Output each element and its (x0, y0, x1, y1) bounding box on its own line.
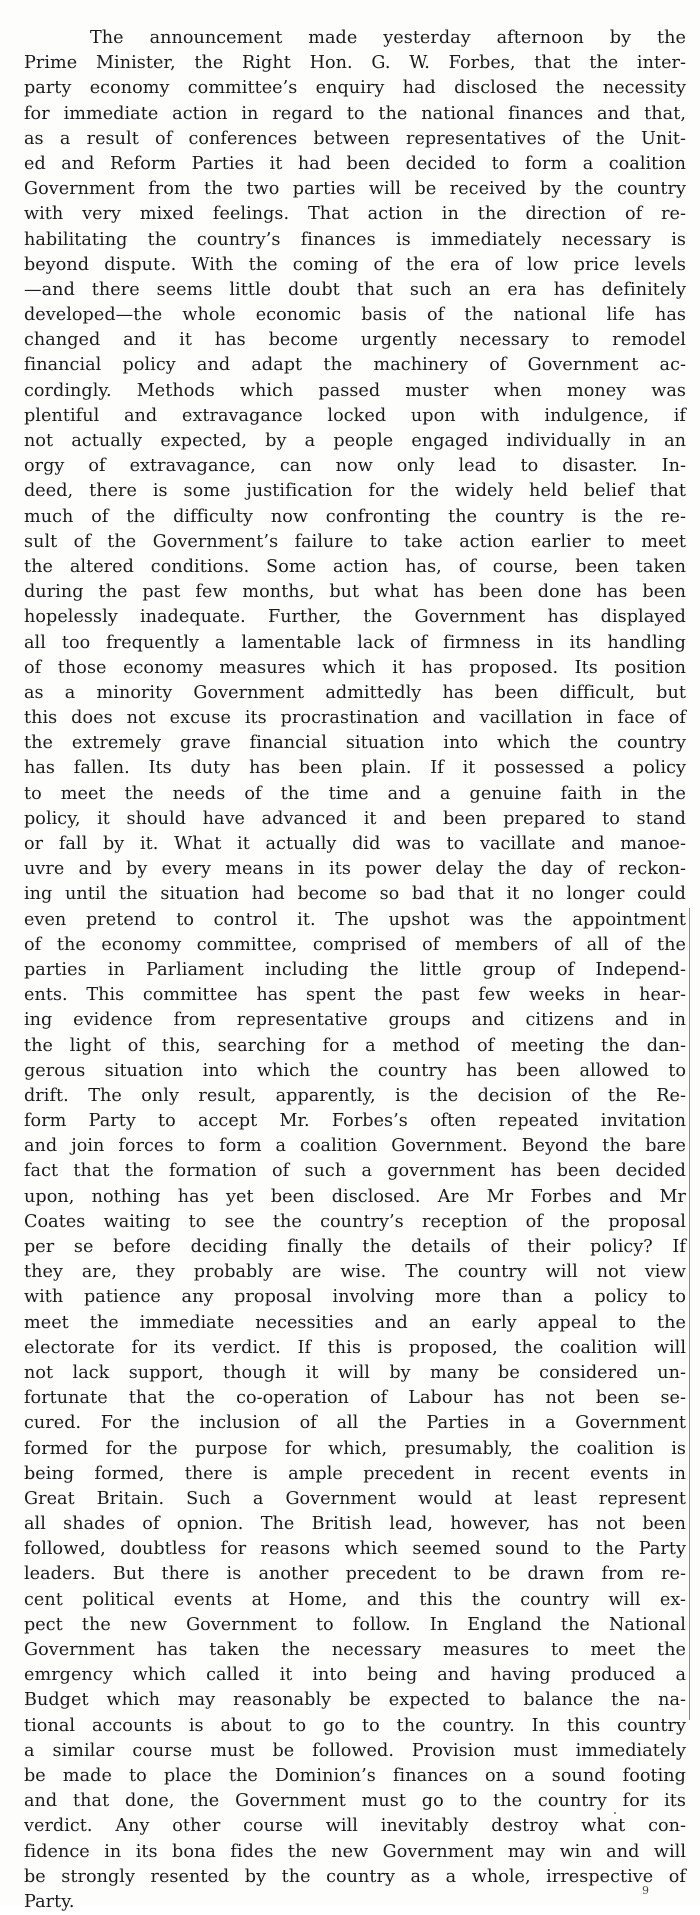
article-line: Government has taken the necessary measures to meet the (24, 1640, 686, 1660)
article-line: or fall by it. What it actually did was to vacillate and manoe- (24, 834, 686, 854)
article-line: leaders. But there is another precedent to be drawn from re- (24, 1564, 686, 1585)
article-line: all shades of opnion. The British lead, however, has not been (24, 1514, 686, 1535)
article-line: to meet the needs of the time and a genuine faith in the (24, 783, 686, 804)
article-line: Government from the two parties will be received by the country (24, 179, 686, 200)
article-line: beyond dispute. With the coming of the era of low price levels (24, 254, 686, 275)
article-line: for immediate action in regard to the national finances and that, (24, 103, 686, 124)
article-line: developed—the whole economic basis of the national life has (24, 305, 686, 326)
article-line: formed for the purpose for which, presumably, the coalition is (24, 1438, 686, 1459)
article-line: the light of this, searching for a method of meeting the dan- (24, 1035, 686, 1056)
article-line: changed and it has become urgently necessary to remodel (24, 330, 686, 351)
article-line: and that done, the Government must go to the country for its (24, 1791, 686, 1812)
page-folio: 9 (642, 1884, 649, 1897)
article-line: cent political events at Home, and this the country will ex- (24, 1589, 686, 1610)
article-line: with very mixed feelings. That action in the direction of re- (24, 204, 686, 225)
article-line: cordingly. Methods which passed muster when money was (24, 380, 686, 401)
article-line: party economy committee’s enquiry had disclosed the necessity (24, 78, 686, 99)
article-line: tional accounts is about to go to the country. In this country (24, 1715, 686, 1736)
article-line: fortunate that the co-operation of Labour has not been se- (24, 1388, 686, 1409)
article-line: —and there seems little doubt that such an era has definitely (24, 279, 686, 300)
article-line: emrgency which called it into being and having produced a (24, 1665, 686, 1686)
article-line: plentiful and extravagance locked upon with indulgence, if (24, 405, 686, 426)
article-line: ed and Reform Parties it had been decided to form a coalition (24, 153, 686, 174)
article-line: of those economy measures which it has proposed. Its position (24, 657, 686, 678)
article-line: per se before deciding finally the details of their policy? If (24, 1237, 686, 1257)
column-rule (689, 908, 690, 1720)
article-line: being formed, there is ample precedent in recent events in (24, 1463, 686, 1484)
article-line: this does not excuse its procrastination and vacillation in face of (24, 708, 686, 729)
article-line: parties in Parliament including the little group of Independ- (24, 959, 686, 980)
article-line: policy, it should have advanced it and been prepared to stand (24, 808, 686, 829)
article-line: with patience any proposal involving more than a policy to (24, 1287, 686, 1308)
article-line: be made to place the Dominion’s finances on a sound footing (24, 1765, 686, 1786)
article-line: fact that the formation of such a government has been decided (24, 1161, 686, 1182)
article-line: financial policy and adapt the machinery of Government ac- (24, 355, 686, 376)
article-line: upon, nothing has yet been disclosed. Are Mr Forbes and Mr (24, 1186, 686, 1207)
article-line: of the economy committee, comprised of members of all of the (24, 934, 686, 955)
article-line: gerous situation into which the country has been allowed to (24, 1060, 686, 1081)
editorial-column (24, 26, 686, 1915)
article-line: Great Britain. Such a Government would at least represent (24, 1488, 686, 1509)
article-line: Coates waiting to see the country’s reception of the proposal (24, 1211, 686, 1232)
article-line: uvre and by every means in its power delay the day of reckon- (24, 859, 686, 880)
print-speck (614, 1812, 616, 1814)
article-line: has fallen. Its duty has been plain. If it possessed a policy (24, 758, 686, 779)
article-line: verdict. Any other course will inevitably destroy what con- (24, 1816, 686, 1837)
article-line: be strongly resented by the country as a whole, irrespective of (24, 1866, 686, 1887)
article-line: much of the difficulty now confronting the country is the re- (24, 506, 686, 527)
article-line: not lack support, though it will by many be considered un- (24, 1362, 686, 1383)
article-line: orgy of extravagance, can now only lead to disaster. In- (24, 456, 686, 477)
article-line: electorate for its verdict. If this is proposed, the coalition will (24, 1337, 686, 1358)
article-line: deed, there is some justification for the widely held belief that (24, 481, 686, 502)
article-line: ents. This committee has spent the past few weeks in hear- (24, 985, 686, 1006)
article-line: as a result of conferences between representatives of the Unit- (24, 128, 686, 149)
article-line: as a minority Government admittedly has been difficult, but (24, 682, 686, 703)
article-line: sult of the Government’s failure to take action earlier to meet (24, 531, 686, 552)
article-line: fidence in its bona fides the new Government may win and will (24, 1841, 686, 1862)
article-line: habilitating the country’s finances is immediately necessary is (24, 229, 686, 250)
article-line: Budget which may reasonably be expected to balance the na- (24, 1690, 686, 1711)
article-line: The announcement made yesterday afternoon by the (90, 28, 686, 48)
article-line: even pretend to control it. The upshot was the appointment (24, 909, 686, 930)
article-line: followed, doubtless for reasons which seemed sound to the Party (24, 1539, 686, 1560)
article-line: not actually expected, by a people engaged individually in an (24, 431, 686, 451)
article-line: all too frequently a lamentable lack of firmness in its handling (24, 632, 686, 653)
article-line: a similar course must be followed. Provision must immediately (24, 1740, 686, 1761)
article-line: form Party to accept Mr. Forbes’s often repeated invitation (24, 1111, 686, 1132)
article-line: and join forces to form a coalition Government. Beyond the bare (24, 1136, 686, 1157)
article-line: drift. The only result, apparently, is the decision of the Re- (24, 1085, 686, 1106)
article-line: the extremely grave financial situation into which the country (24, 733, 686, 754)
article-line: the altered conditions. Some action has, of course, been taken (24, 556, 686, 577)
article-line: cured. For the inclusion of all the Parties in a Government (24, 1413, 686, 1434)
article-line: hopelessly inadequate. Further, the Government has displayed (24, 607, 686, 628)
article-line: meet the immediate necessities and an early appeal to the (24, 1312, 686, 1333)
article-line: they are, they probably are wise. The country will not view (24, 1262, 686, 1283)
article-line: Party. (24, 1891, 75, 1912)
article-line: ing until the situation had become so bad that it no longer could (24, 884, 686, 905)
article-line: during the past few months, but what has been done has been (24, 582, 686, 603)
article-line: ing evidence from representative groups and citizens and in (24, 1010, 686, 1031)
article-line: pect the new Government to follow. In England the National (24, 1614, 686, 1635)
article-line: Prime Minister, the Right Hon. G. W. Forbes, that the inter- (24, 53, 686, 74)
